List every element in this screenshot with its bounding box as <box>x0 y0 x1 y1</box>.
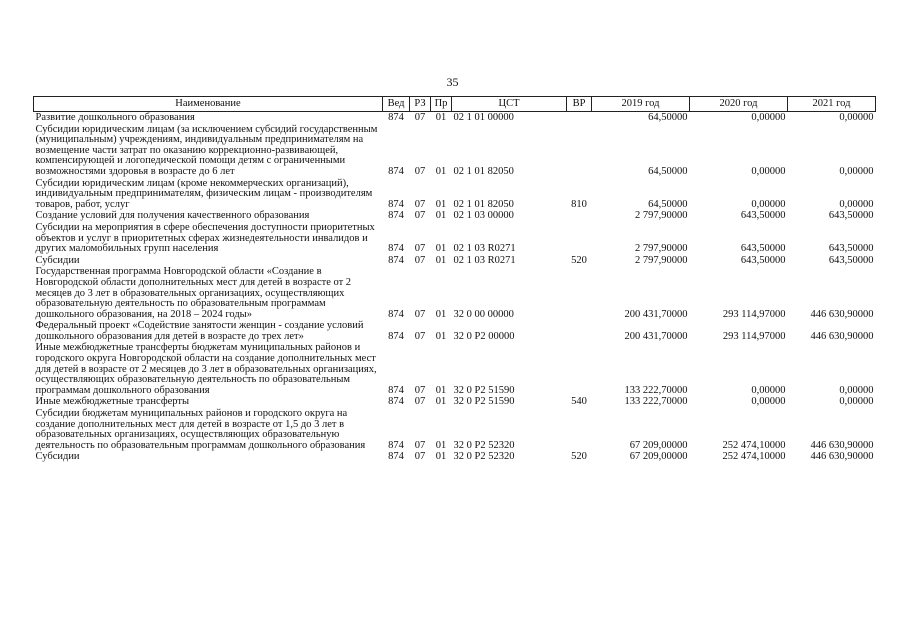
row-ved: 874 <box>388 165 404 177</box>
row-name: Субсидии <box>35 451 80 463</box>
row-rz: 07 <box>414 308 426 320</box>
row-2020: 293 114,97000 <box>722 308 786 320</box>
row-2021: 0,00000 <box>839 165 874 177</box>
row-pr: 01 <box>435 439 447 451</box>
row-2020: 252 474,10000 <box>722 439 786 451</box>
row-ved: 874 <box>388 451 404 463</box>
row-ved: 874 <box>388 243 404 255</box>
table-row <box>34 222 876 255</box>
table-row <box>34 396 876 408</box>
row-pr: 01 <box>435 198 447 210</box>
row-rz: 07 <box>414 210 426 222</box>
row-pr: 01 <box>435 165 447 177</box>
table-row <box>34 266 876 320</box>
row-ved: 874 <box>388 254 404 266</box>
row-vr: 810 <box>571 198 587 210</box>
row-2021: 0,00000 <box>839 384 874 396</box>
page-number: 35 <box>446 75 459 89</box>
row-ved: 874 <box>388 330 404 342</box>
row-2021: 643,50000 <box>828 254 874 266</box>
header-name: Наименование <box>34 97 383 112</box>
row-name: Федеральный проект «Содействие занятости женщин - создание условий дошкольного образования для детей в возрасте до трех лет» <box>35 320 364 342</box>
row-pr: 01 <box>435 254 447 266</box>
row-2021: 446 630,90000 <box>810 451 874 463</box>
row-2021: 643,50000 <box>828 243 874 255</box>
row-pr: 01 <box>435 210 447 222</box>
row-vr: 520 <box>571 451 587 463</box>
row-cst: 32 0 P2 00000 <box>453 330 515 342</box>
header-cst: ЦСТ <box>452 97 567 112</box>
row-ved: 874 <box>388 112 404 123</box>
row-rz: 07 <box>414 112 426 123</box>
row-2019: 64,50000 <box>648 198 688 210</box>
table-row <box>34 255 876 267</box>
row-2020: 643,50000 <box>740 243 786 255</box>
row-rz: 07 <box>414 254 426 266</box>
table-body <box>34 112 876 464</box>
row-ved: 874 <box>388 198 404 210</box>
row-2021: 446 630,90000 <box>810 330 874 342</box>
row-2021: 0,00000 <box>839 112 874 123</box>
row-cst: 32 0 P2 52320 <box>453 439 515 451</box>
row-ved: 874 <box>388 396 404 408</box>
table-row <box>34 178 876 211</box>
header-ved: Вед <box>383 97 410 112</box>
row-rz: 07 <box>414 396 426 408</box>
row-name: Государственная программа Новгородской области «Создание в Новгородской области дополнительных мест для детей в возрасте от 2 месяцев до 3 лет в образовательных организациях, осуществляющих образовательную деятельность по образовательным программам дошкольного образования, на 2018 – 2024 годы» <box>35 266 352 320</box>
table-row <box>34 408 876 451</box>
table-row <box>34 342 876 396</box>
row-cst: 32 0 P2 52320 <box>453 451 515 463</box>
row-2020: 0,00000 <box>751 165 786 177</box>
row-vr: 540 <box>571 396 587 408</box>
row-name: Субсидии юридическим лицам (за исключением субсидий государственным (муниципальным) учреждениям, индивидуальным предпринимателям на возмещение части затрат по оказанию коррекционно-развивающей, компенсирующей и логопедической помощи детям с ограниченными возможностями здоровья в возрасте до 6 лет <box>35 123 378 177</box>
row-vr: 520 <box>571 254 587 266</box>
header-vr: ВР <box>567 97 592 112</box>
row-2020: 0,00000 <box>751 396 786 408</box>
row-cst: 02 1 03 R0271 <box>453 243 516 255</box>
row-ved: 874 <box>388 439 404 451</box>
row-2019: 133 222,70000 <box>624 384 688 396</box>
row-2019: 200 431,70000 <box>624 308 688 320</box>
row-vr <box>567 408 592 451</box>
row-vr <box>567 210 592 222</box>
row-name: Развитие дошкольного образования <box>35 112 195 123</box>
row-2021: 643,50000 <box>828 210 874 222</box>
row-rz: 07 <box>414 165 426 177</box>
row-2019: 2 797,90000 <box>635 254 688 266</box>
row-2019: 2 797,90000 <box>635 243 688 255</box>
row-pr: 01 <box>435 112 447 123</box>
table-row <box>34 112 876 124</box>
row-vr <box>567 124 592 178</box>
row-2020: 643,50000 <box>740 254 786 266</box>
header-2019: 2019 год <box>592 97 690 112</box>
table-row <box>34 320 876 342</box>
row-vr <box>567 342 592 396</box>
row-ved: 874 <box>388 210 404 222</box>
budget-table <box>33 96 876 463</box>
row-2019: 200 431,70000 <box>624 330 688 342</box>
row-cst: 32 0 00 00000 <box>453 308 514 320</box>
row-cst: 32 0 P2 51590 <box>453 396 515 408</box>
table-row <box>34 451 876 463</box>
row-pr: 01 <box>435 384 447 396</box>
table-header-row <box>34 97 876 112</box>
row-name: Создание условий для получения качественного образования <box>35 210 310 222</box>
row-rz: 07 <box>414 330 426 342</box>
row-cst: 02 1 01 82050 <box>453 198 514 210</box>
row-rz: 07 <box>414 451 426 463</box>
row-2019: 64,50000 <box>648 165 688 177</box>
row-name: Субсидии <box>35 254 80 266</box>
row-2019: 133 222,70000 <box>624 396 688 408</box>
header-pr: Пр <box>431 97 452 112</box>
row-rz: 07 <box>414 384 426 396</box>
row-2020: 293 114,97000 <box>722 330 786 342</box>
row-name: Субсидии юридическим лицам (кроме некоммерческих организаций), индивидуальным предпринимателям, физическим лицам - производителям товаров, работ, услуг <box>35 177 373 210</box>
row-rz: 07 <box>414 243 426 255</box>
row-cst: 02 1 03 R0271 <box>453 254 516 266</box>
row-ved: 874 <box>388 384 404 396</box>
row-cst: 02 1 01 00000 <box>453 112 514 123</box>
row-rz: 07 <box>414 439 426 451</box>
row-vr <box>567 266 592 320</box>
row-pr: 01 <box>435 243 447 255</box>
row-2019: 64,50000 <box>648 112 688 123</box>
row-cst: 02 1 03 00000 <box>453 210 514 222</box>
row-2020: 643,50000 <box>740 210 786 222</box>
row-2019: 67 209,00000 <box>629 451 688 463</box>
row-vr <box>567 320 592 342</box>
row-2021: 0,00000 <box>839 198 874 210</box>
row-2021: 446 630,90000 <box>810 439 874 451</box>
row-cst: 32 0 P2 51590 <box>453 384 515 396</box>
row-2021: 446 630,90000 <box>810 308 874 320</box>
row-name: Иные межбюджетные трансферты бюджетам муниципальных районов и городского округа Новгородской области на создание дополнительных мест для детей в возрасте от 2 месяцев до 3 лет в образовательных организациях, осуществляющих образовательную деятельность по образовательным программам дошкольного образования <box>35 342 377 396</box>
row-2019: 2 797,90000 <box>635 210 688 222</box>
row-name: Субсидии бюджетам муниципальных районов и городского округа на создание дополнительных мест для детей в возрасте от 1,5 до 3 лет в образовательных организациях, осуществляющих образовательную деятельность по образовательным программам дошкольного образования <box>35 408 366 451</box>
header-2020: 2020 год <box>690 97 788 112</box>
row-2020: 0,00000 <box>751 198 786 210</box>
row-pr: 01 <box>435 308 447 320</box>
row-name: Иные межбюджетные трансферты <box>35 396 190 408</box>
row-2019: 67 209,00000 <box>629 439 688 451</box>
row-2020: 0,00000 <box>751 112 786 123</box>
row-2020: 252 474,10000 <box>722 451 786 463</box>
row-2020: 0,00000 <box>751 384 786 396</box>
row-vr <box>567 222 592 255</box>
header-2021: 2021 год <box>788 97 876 112</box>
row-pr: 01 <box>435 451 447 463</box>
row-cst: 02 1 01 82050 <box>453 165 514 177</box>
row-pr: 01 <box>435 396 447 408</box>
row-2021: 0,00000 <box>839 396 874 408</box>
row-name: Субсидии на мероприятия в сфере обеспечения доступности приоритетных объектов и услуг в приоритетных сферах жизнедеятельности инвалидов и других маломобильных групп населения <box>35 221 375 255</box>
table-row <box>34 124 876 178</box>
table-row <box>34 210 876 222</box>
row-rz: 07 <box>414 198 426 210</box>
row-ved: 874 <box>388 308 404 320</box>
row-vr <box>567 112 592 124</box>
header-rz: РЗ <box>410 97 431 112</box>
row-pr: 01 <box>435 330 447 342</box>
